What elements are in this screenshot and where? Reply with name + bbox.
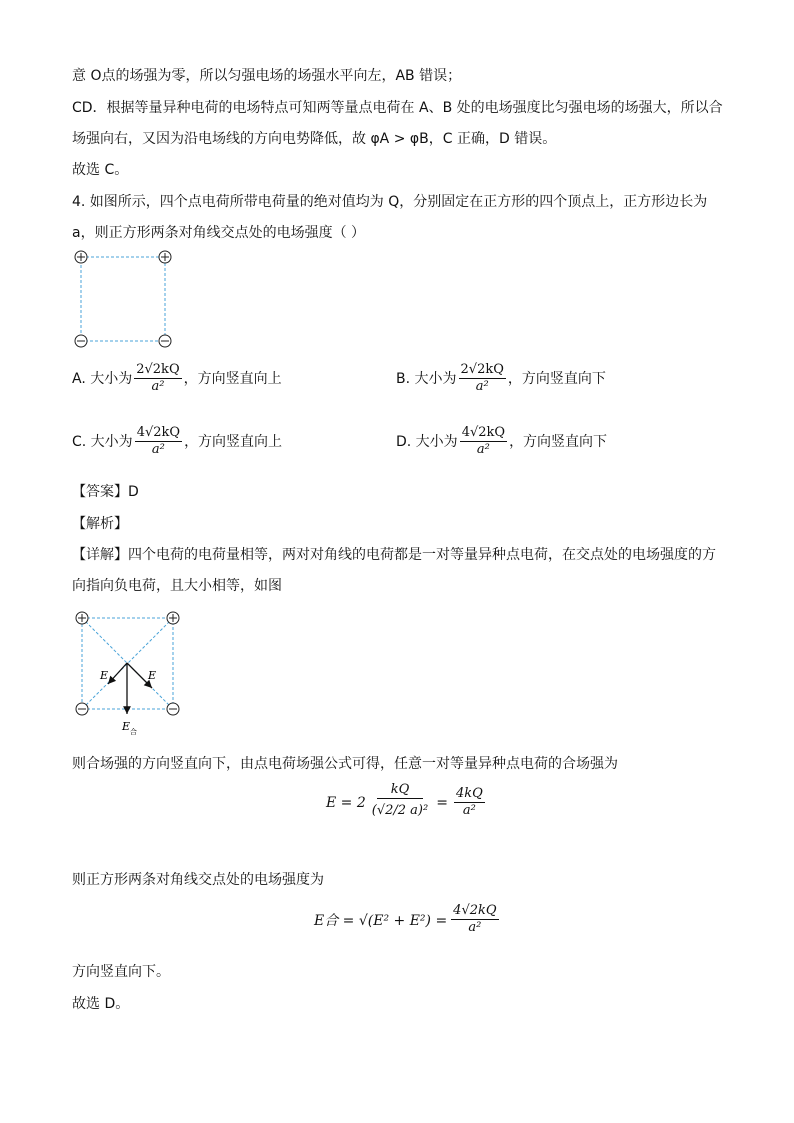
option-c-fraction [135,425,182,458]
question-line-2: a，则正方形两条对角线交点处的电场强度（ ） [72,225,366,241]
option-d-numerator: 4√2kQ [461,425,506,440]
negative-charge-bottom-left [75,335,87,347]
eq2-fraction [451,903,498,936]
positive-charge-top-right [167,612,179,624]
option-a [72,362,282,395]
option-b-denominator: a² [475,379,489,394]
eq2-denominator: a² [468,920,482,935]
option-c-label: C. 大小为 [72,433,133,450]
analysis-title: 【解析】 [72,516,128,532]
option-a-fraction [134,362,181,395]
equation-1 [326,782,487,823]
intro-line-1: 意 O点的场强为零，所以匀强电场的场强水平向左，AB 错误； [72,68,462,84]
charge-square-figure [70,248,180,350]
option-a-direction: ，方向竖直向上 [183,370,282,387]
eq1-fraction [370,782,430,823]
derivation-line-1: 则合场强的方向竖直向下，由点电荷场强公式可得，任意一对等量异种点电荷的合场强为 [72,756,618,772]
option-c [72,425,282,458]
eq2-lhs: E合 = √(E² + E²) = [314,912,448,929]
label-e-total: E [122,720,131,733]
negative-charge-bottom-right [159,335,171,347]
positive-charge-top-left [76,612,88,624]
option-d-direction: ，方向竖直向下 [509,433,608,450]
answer: 【答案】D [72,484,139,500]
detail-line-2: 向指向负电荷，且大小相等，如图 [72,578,282,594]
eq1-rhs-fraction [454,786,485,819]
derivation-line-2: 则正方形两条对角线交点处的电场强度为 [72,872,324,888]
intro-line-4: 故选 C。 [72,162,129,178]
option-d-denominator: a² [476,442,490,457]
label-e-total-sub: 合 [130,728,137,736]
option-d-fraction [460,425,507,458]
option-c-denominator: a² [151,442,165,457]
option-d-label: D. 大小为 [396,433,458,450]
eq1-rhs-denominator: a² [462,803,476,818]
eq1-denominator: (√2/2 a)² [371,803,429,818]
detail-line-1: 【详解】四个电荷的电荷量相等，两对对角线的电荷都是一对等量异种点电荷，在交点处的电场强度的方 [72,547,716,563]
option-b [396,362,606,395]
eq1-equals: = [436,794,448,811]
derivation-line-3: 方向竖直向下。 [72,964,170,980]
field-vector-figure [70,608,190,738]
label-e-right: E [148,669,157,682]
positive-charge-top-right [159,251,171,263]
eq1-rhs-numerator: 4kQ [455,786,483,801]
square-outline [81,257,165,341]
intro-line-2: CD．根据等量异种电荷的电场特点可知两等量点电荷在 A、B 处的电场强度比匀强电场的场强大，所以合 [72,100,723,116]
question-line-1: 4. 如图所示，四个点电荷所带电荷量的绝对值均为 Q，分别固定在正方形的四个顶点上，正方形边长为 [72,194,708,210]
option-a-numerator: 2√2kQ [136,362,180,377]
option-b-numerator: 2√2kQ [460,362,504,377]
option-a-denominator: a² [151,379,165,394]
equation-2 [314,903,501,936]
option-b-direction: ，方向竖直向下 [507,370,606,387]
eq1-lhs: E = 2 [326,794,366,811]
eq2-numerator: 4√2kQ [453,903,497,918]
eq1-numerator: kQ [377,782,424,799]
option-d [396,425,607,458]
derivation-line-4: 故选 D。 [72,996,130,1012]
field-vector-left [108,663,127,684]
negative-charge-bottom-right [167,703,179,715]
option-b-label: B. 大小为 [396,370,457,387]
label-e-left: E [100,669,109,682]
positive-charge-top-left [75,251,87,263]
intro-line-3: 场强向右，又因为沿电场线的方向电势降低，故 φA > φB，C 正确，D 错误。 [72,131,557,147]
option-b-fraction [459,362,506,395]
option-c-direction: ，方向竖直向上 [184,433,283,450]
option-a-label: A. 大小为 [72,370,133,387]
option-c-numerator: 4√2kQ [136,425,181,440]
negative-charge-bottom-left [76,703,88,715]
